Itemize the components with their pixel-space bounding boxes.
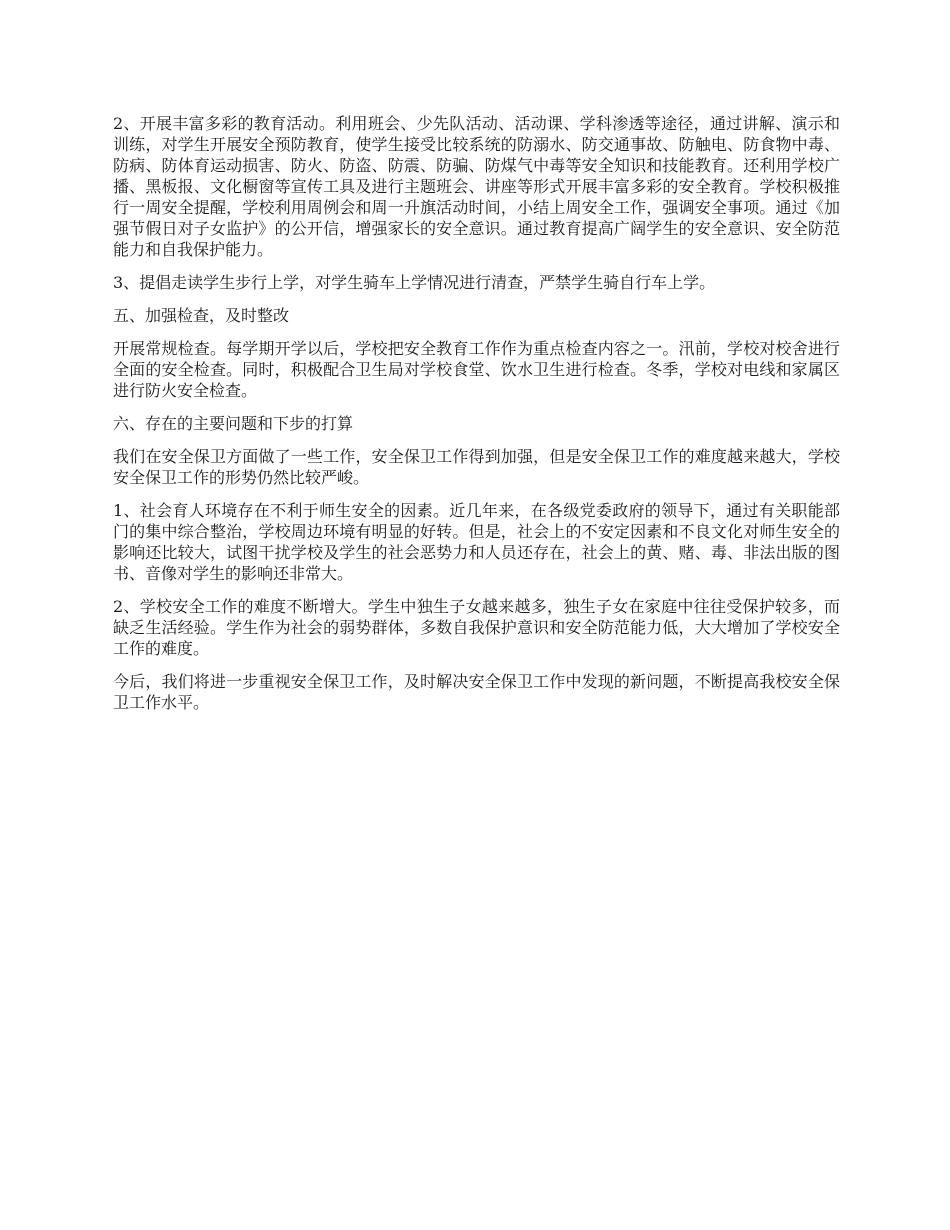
paragraph-routine-inspection: 开展常规检查。每学期开学以后，学校把安全教育工作作为重点检查内容之一。汛前，学校对校舍进行全面的安全检查。同时，积极配合卫生局对学校食堂、饮水卫生进行检查。冬季，学校对电线和家属区进行防火安全检查。 — [113, 339, 840, 400]
paragraph-activities: 2、开展丰富多彩的教育活动。利用班会、少先队活动、活动课、学科渗透等途径，通过讲解、演示和训练，对学生开展安全预防教育，使学生接受比较系统的防溺水、防交通事故、防触电、防食物中毒、防病、防体育运动损害、防火、防盗、防震、防骗、防煤气中毒等安全知识和技能教育。还利用学校广播、黑板报、文化橱窗等宣传工具及进行主题班会、讲座等形式开展丰富多彩的安全教育。学校积极推行一周安全提醒，学校利用周例会和周一升旗活动时间，小结上周安全工作，强调安全事项。通过《加强节假日对子女监护》的公开信，增强家长的安全意识。通过教育提高广阔学生的安全意识、安全防范能力和自我保护能力。 — [113, 114, 840, 259]
paragraph-overview: 我们在安全保卫方面做了一些工作，安全保卫工作得到加强，但是安全保卫工作的难度越来越大，学校安全保卫工作的形势仍然比较严峻。 — [113, 447, 840, 487]
paragraph-walking-to-school: 3、提倡走读学生步行上学，对学生骑车上学情况进行清查，严禁学生骑自行车上学。 — [113, 273, 716, 292]
section-heading-inspection: 五、加强检查，及时整改 — [113, 306, 290, 325]
section-heading-problems: 六、存在的主要问题和下步的打算 — [113, 414, 354, 433]
document-body — [113, 113, 840, 725]
paragraph-difficulty: 2、学校安全工作的难度不断增大。学生中独生子女越来越多，独生子女在家庭中往往受保护较多，而缺乏生活经验。学生作为社会的弱势群体，多数自我保护意识和安全防范能力低，大大增加了学校安全工作的难度。 — [113, 597, 840, 658]
paragraph-social-environment: 1、社会育人环境存在不利于师生安全的因素。近几年来，在各级党委政府的领导下，通过有关职能部门的集中综合整治，学校周边环境有明显的好转。但是，社会上的不安定因素和不良文化对师生安全的影响还比较大，试图干扰学校及学生的社会恶势力和人员还存在，社会上的黄、赌、毒、非法出版的图书、音像对学生的影响还非常大。 — [113, 501, 840, 583]
paragraph-future-plan: 今后，我们将进一步重视安全保卫工作，及时解决安全保卫工作中发现的新问题，不断提高我校安全保卫工作水平。 — [113, 672, 840, 712]
